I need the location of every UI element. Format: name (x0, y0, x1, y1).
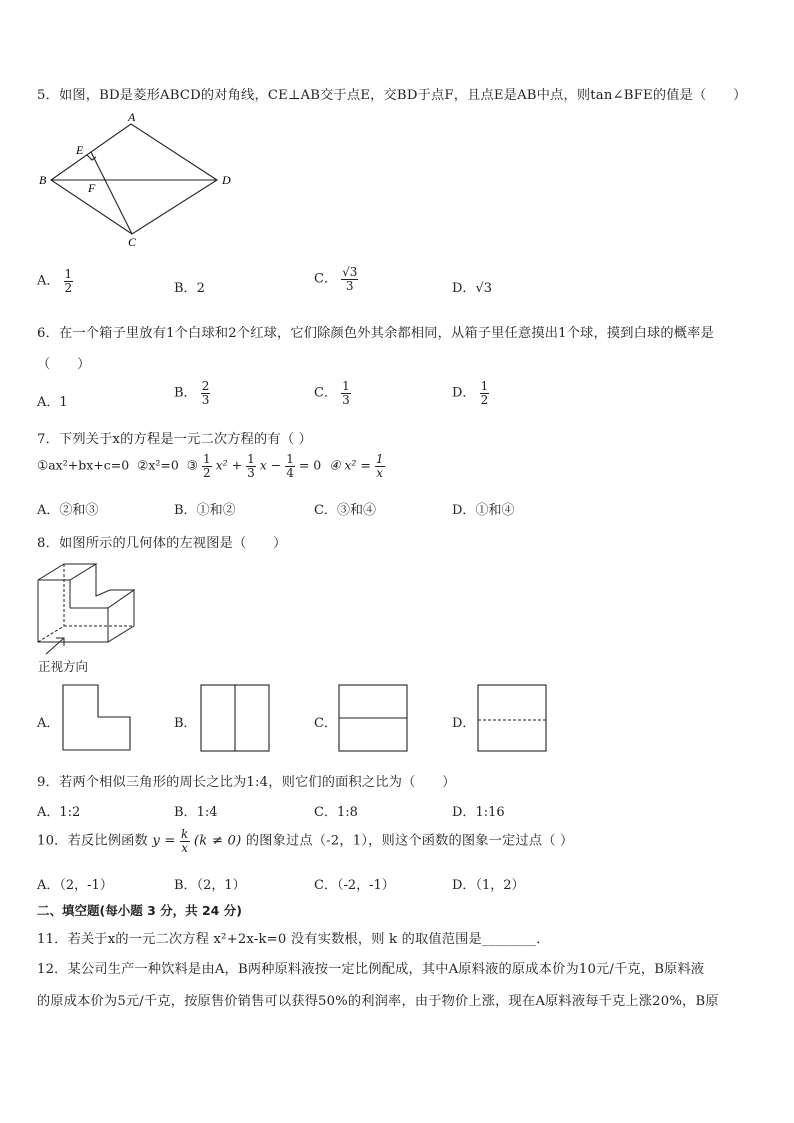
q7-stem: 7．下列关于x的方程是一元二次方程的有（ ） (37, 432, 312, 447)
q12-stem-line2: 的原成本价为5元/千克，按原售价销售可以获得50%的利润率，由于物价上涨，现在A原料液每千克上涨20%，B原 (37, 994, 719, 1009)
q8-option-d-figure[interactable] (477, 684, 547, 752)
label-f: F (88, 181, 96, 195)
q9-option-d[interactable]: D．1:16 (452, 805, 505, 820)
q6-option-a[interactable]: A．1 (37, 395, 68, 410)
q6-option-d[interactable]: D． $\frac{1}{2}$ (452, 379, 489, 407)
q8-stem: 8．如图所示的几何体的左视图是（ ） (37, 536, 287, 551)
q7-equations: ①ax²+bx+c=0 ②x²=0 ③ $\frac{1}{2}$ x² + $\frac{1}{3}$ x − $\frac{1}{4}$ = 0 ④ x² = $\frac{1}{x}$ (37, 452, 384, 480)
view-direction-caption: 正视方向 (38, 659, 89, 674)
q10-option-a[interactable]: A．（2，-1） (37, 878, 113, 893)
q7-item-3-prefix: ③ (186, 457, 198, 473)
label-a: A (128, 110, 136, 124)
q9-option-c[interactable]: C．1:8 (314, 805, 358, 820)
q7-option-a[interactable]: A．②和③ (37, 503, 99, 518)
segment-ce (91, 152, 132, 234)
label-e: E (76, 143, 84, 157)
q7-option-c[interactable]: C．③和④ (314, 503, 376, 518)
q6-option-c[interactable]: C． $\frac{1}{3}$ (314, 379, 350, 407)
q8-option-b-figure[interactable] (200, 684, 270, 752)
label-d: D (222, 173, 231, 187)
q5-option-b[interactable]: B．2 (174, 281, 205, 296)
rhombus-figure (34, 110, 244, 250)
q10-option-d[interactable]: D．（1，2） (452, 878, 525, 893)
label-c: C (128, 235, 137, 249)
q9-stem: 9．若两个相似三角形的周长之比为1:4，则它们的面积之比为（ ） (37, 775, 456, 790)
q10-option-b[interactable]: B．（2，1） (174, 878, 246, 893)
q9-option-a[interactable]: A．1:2 (37, 805, 81, 820)
label-b: B (39, 173, 47, 187)
q12-stem-line1: 12．某公司生产一种饮料是由A，B两种原料液按一定比例配成，其中A原料液的原成本价为10元/千克，B原料液 (37, 962, 705, 977)
q7-item-1: ①ax²+bx+c=0 (37, 457, 130, 473)
q7-item-4: ④ x² = (329, 457, 371, 473)
q8-option-a-figure[interactable] (62, 684, 132, 752)
q7-option-d[interactable]: D．①和④ (452, 503, 515, 518)
q8-option-c-label[interactable]: C． (314, 716, 337, 731)
q5-option-d[interactable]: D．√3 (452, 281, 492, 296)
q9-option-b[interactable]: B．1:4 (174, 805, 218, 820)
q11-stem: 11．若关于x的一元二次方程 x²+2x-k=0 没有实数根，则 k 的取值范围是________． (37, 932, 550, 947)
q5-stem: 5．如图，BD是菱形ABCD的对角线，CE⊥AB交于点E，交BD于点F，且点E是AB中点，则tan∠BFE的值是（ ） (37, 88, 747, 103)
q6-stem-line2: （ ） (37, 357, 91, 372)
q8-option-c-figure[interactable] (338, 684, 408, 752)
q6-option-b[interactable]: B． $\frac{2}{3}$ (174, 379, 210, 407)
q5-option-c[interactable]: C． $\frac{√3}{3}$ (314, 265, 358, 293)
q10-option-c[interactable]: C．（-2，-1） (314, 878, 395, 893)
q8-option-d-label[interactable]: D． (452, 716, 476, 731)
q7-option-b[interactable]: B．①和② (174, 503, 236, 518)
q5-option-a[interactable]: A． $\frac{1}{2}$ (37, 267, 73, 295)
q8-option-b-label[interactable]: B． (174, 716, 197, 731)
q6-stem-line1: 6．在一个箱子里放有1个白球和2个红球，它们除颜色外其余都相同，从箱子里任意摸出1个球，摸到白球的概率是 (37, 326, 714, 341)
q10-stem: 10．若反比例函数 y = $\frac{k}{x}$ (k ≠ 0) 的图象过点（-2，1），则这个函数的图象一定过点（ ） (37, 827, 574, 855)
solid-figure (34, 558, 144, 658)
q7-item-2: ②x²=0 (137, 457, 179, 473)
q8-option-a-label[interactable]: A． (37, 716, 60, 731)
section-2-heading: 二、填空题(每小题 3 分，共 24 分) (37, 903, 242, 918)
rhombus-abcd (51, 124, 217, 234)
